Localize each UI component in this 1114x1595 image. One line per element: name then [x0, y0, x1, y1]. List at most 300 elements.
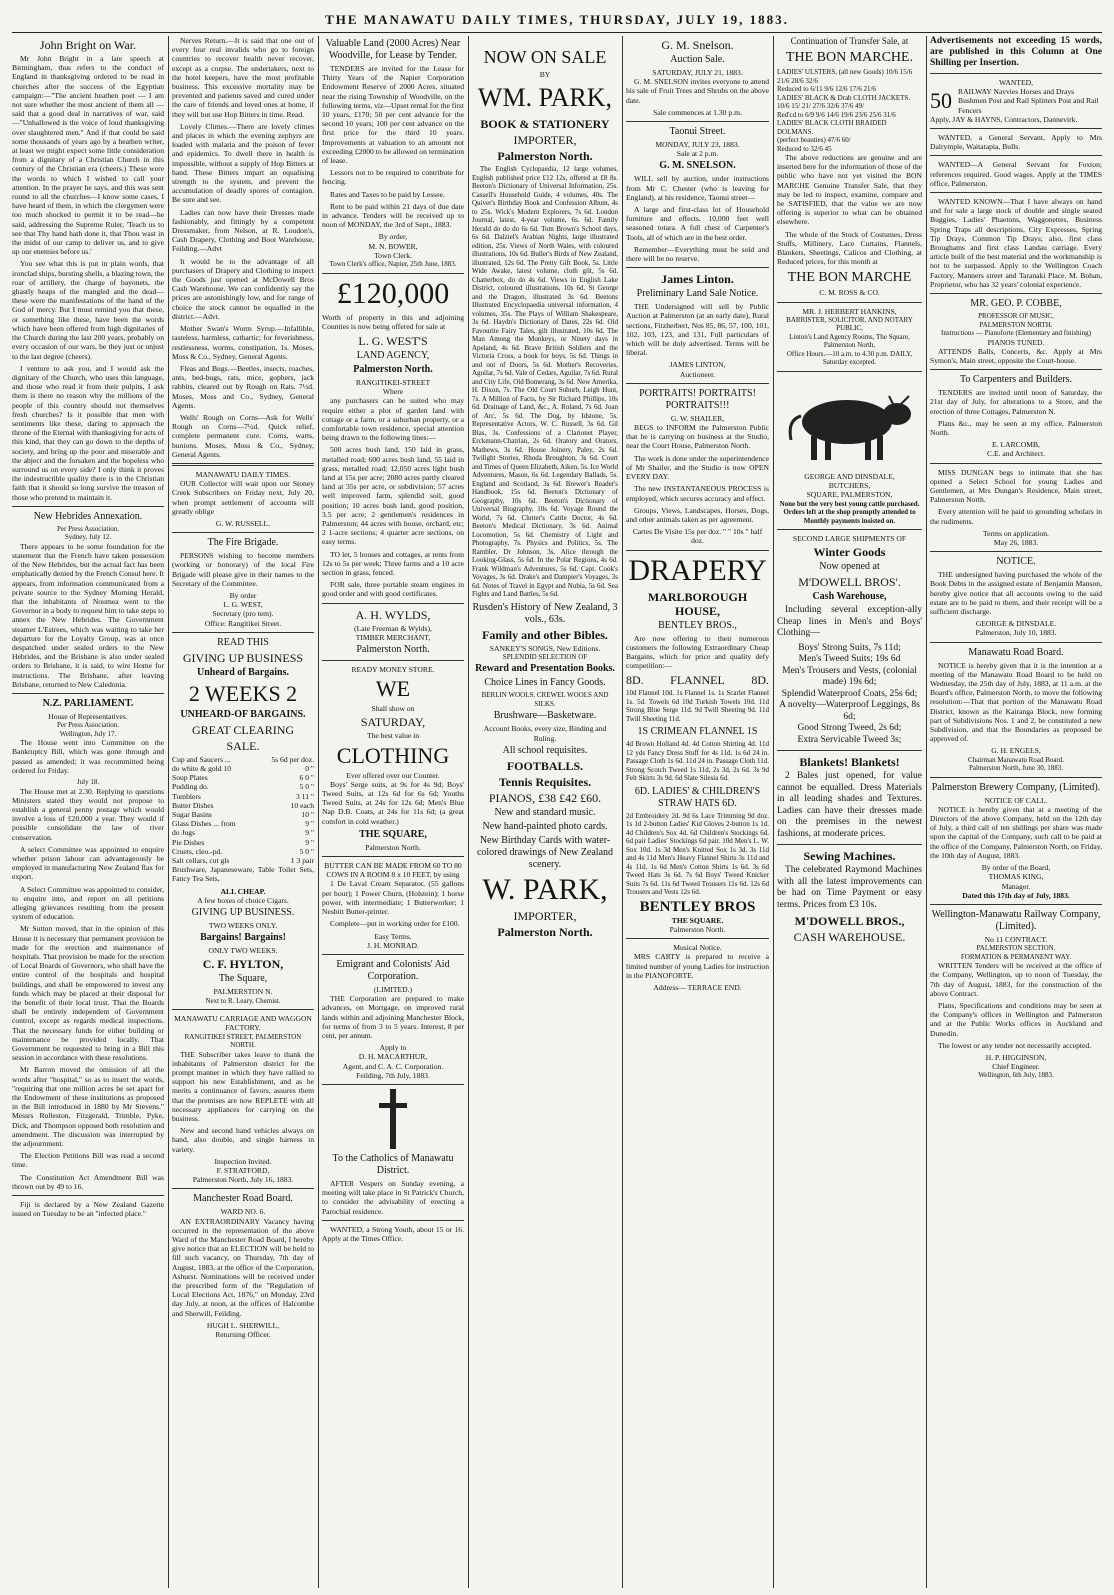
ad-line: SANKEY'S SONGS, New Editions.: [489, 643, 601, 653]
ad-line: GREAT CLEARING: [191, 722, 295, 737]
ad-line: Wellington, 6th July, 1883.: [978, 1071, 1054, 1080]
ad-body: TENDERS are invited until noon of Saturday, the 21st day of July, for alterations to a Store, and the erection of three Cottages, Palmerston N.: [930, 388, 1102, 416]
ad-headline: WE: [375, 676, 411, 702]
ad-headline: 2 WEEKS 2: [188, 680, 298, 706]
ad-signature: GEORGE & DINSDALE.: [975, 619, 1057, 629]
price-row: [172, 856, 314, 865]
divider: [777, 371, 922, 372]
price-row: [172, 810, 314, 819]
price-row: [172, 828, 314, 837]
ad-row: [626, 673, 769, 687]
column-3: [322, 36, 464, 1588]
ad-line: SECOND LARGE SHIPMENTS OF: [792, 534, 907, 544]
ad-line: FORMATION & PERMANENT WAY.: [960, 952, 1072, 961]
ad-line: 1S CRIMEAN FLANNEL 1S: [637, 726, 758, 738]
ad-name: A. H. WYLDS,: [355, 607, 431, 622]
ad-line: May 26, 1883.: [993, 538, 1039, 548]
price-line: Reduced to 6/11 9/6 12/6 17/6 21/6: [777, 85, 876, 93]
price-line: Reduced to 32/6 45: [777, 144, 832, 153]
ad-line: Instructions — Pianoforte (Elementary and finishing): [941, 329, 1091, 338]
price-row: [172, 801, 314, 810]
news-item: Wells' Rough on Corns—Ask for Wells' Rough on Corns—7½d. Quick relief, complete permanent cure. Corns, warts, bunions. Moses, Moss & Co., Sydney, General Agents.: [172, 412, 314, 459]
news-item: Ladies can now have their Dresses made fashionably, and fittingly by a competent Dressmaker, from Nelson, at R. Loudon's, Cash Drapery, Clothing and Boot Warehouse, Feilding.—Advt: [172, 207, 314, 254]
list-item: Good Strong Tweed, 2s 6d;: [797, 723, 902, 734]
ad-signature: E. LARCOMB,: [992, 440, 1040, 450]
ad-line: None but the very best young cattle purchased.: [779, 499, 920, 508]
ad-line: New Birthday Cards with water-colored drawings of New Zealand scenery.: [476, 834, 614, 870]
price-row: [172, 782, 314, 791]
news-item: Mother Swan's Worm Syrup.—Infallible, tasteless, harmless, cathartic; for feverishness, restlessness, worms, constipation, 1s. Moses, Moss & Co., Sydney, General Agents.: [172, 324, 314, 361]
ad-title: To Carpenters and Builders.: [959, 374, 1073, 386]
price-line: Red'cd to 6/9 9/6 14/6 19/6 23/6 25/6 31/6: [777, 110, 896, 119]
ad-line: Office Hours.—10 a.m. to 4.30 p.m. DAILY, Saturday excepted.: [786, 349, 913, 367]
ad-body: AN EXTRAORDINARY Vacancy having occurred in the representation of the above Ward of the Manchester Road Board, I hereby give notice that an ELECTION will be held to fill such vacancy, on Thursday, 7th day of August, 1883, at the office of the Corporation, Ashurst. Nominations will be received under the prescribed form of the "Regulation of Local Elections Act, 1876," on Monday, 23rd day July, at noon, at the offices of Halcombe and Sherwill, Feilding.: [172, 1216, 314, 1318]
ad-body: THE undersigned having purchased the whole of the Book Debts in the assigned estate of Benjamin Manson, hereby give notice that all accounts owing to the said estate are to be paid to them, and their receipt will be a sufficient discharge.: [930, 570, 1102, 617]
bull-illustration: [777, 380, 922, 466]
ad-line: Now opened at: [819, 561, 880, 573]
ad-line: Apply to: [379, 1043, 407, 1053]
ad-body: Are now offering to their numerous customers the following Extraordinary Cheap Bargains, which for price and quality defy competition:—: [626, 633, 769, 671]
ad-line: TWO WEEKS ONLY.: [208, 921, 278, 931]
ad-name: THE BON MARCHE: [787, 270, 912, 286]
ad-title: NOTICE.: [996, 556, 1036, 568]
ad-line: Dated this 17th day of July, 1883.: [962, 890, 1070, 900]
ad-line: A few boxes of choice Cigars.: [197, 895, 289, 905]
ad-line: The Square,: [218, 973, 268, 985]
ad-line: Chief Engineer.: [992, 1062, 1040, 1072]
ad-body: The new INSTANTANEOUS PROCESS is employed, which secures accuracy and effect.: [626, 484, 769, 503]
divider: [12, 506, 164, 507]
article-paragraph: Mr John Bright in a late speech at Birmingham, thus refers to the conduct of England in thanksgiving ordered to be read in churches after the success of the Egyptian campaign:—"The ancient heathen poet — I am not sure whether the most ancient of them all — said that a good deal in narratives of war, said—"Unhallowed is the voice of loud thanksgiving over slaughtered men." And if that could be said some thousands of years ago by a heathen writer, at least we might expect some little consideration from a dignitary of a Christian Church in this century of the Christian era (cheers.) These were the words to which I wished to call your attention. In the prayer he says, and this was sent round to all the churches—I know some cases, I have heard of them, in which the clergymen were too much shocked to permit it to be read—he said, addressing the Supreme Ruler, 'Teach us to see that Thy hand hath done it, that Thou wast in the midst of our camp to deliver us, and to give up our enemies before us.': [12, 54, 164, 257]
ad-line: Continuation of Transfer Sale, at: [790, 36, 909, 46]
ad-body: BEGS to INFORM the Palmerston Public that he is carrying on business at the Studio, near the Court House, Palmerston North.: [626, 423, 769, 451]
price-label: 8D.: [626, 673, 644, 688]
ad-line: Feilding, 7th July, 1883.: [356, 1070, 430, 1080]
ad-line: IMPORTER,: [513, 908, 577, 923]
price-value: 9 ": [305, 819, 314, 829]
news-item: Nerves Return.—It is said that one out of every four real invalids who go to foreign countries to recover health never recover, except as a corpse. The undertakers, next to the hotel keepers, have the most profitable business. This excessive mortality may be prevented and patients saved and cured under the care of friends and loved ones at home, if they will but use Hop Bitters in time. Read.: [172, 36, 314, 119]
list-item: Men's Tweed Suits; 19s 6d: [798, 654, 901, 665]
ad-line: TIMBER MERCHANT,: [355, 632, 431, 642]
ad-line: Agent, and C. A. C. Corporation.: [342, 1061, 444, 1071]
ad-line: Ever offered over our Counter.: [346, 770, 440, 780]
divider: [322, 954, 464, 955]
ad-body: RAILWAY Navvies Horses and Drays Bushmen Post and Rail Splitters Post and Rail Fencers: [958, 87, 1099, 115]
ad-name: MR. J. HERBERT HANKINS,: [802, 306, 897, 316]
price-list: [777, 68, 922, 153]
ad-title: Manawatu Road Board.: [968, 646, 1064, 658]
ad-body: TO let, 5 houses and cottages, at rents from 12s to 5s per week; Three farms and a 10 acre section in grass, fenced.: [322, 549, 464, 578]
ad-line: Secretary (pro tem).: [212, 609, 274, 619]
ad-line: Where: [382, 387, 404, 397]
ad-line: Bargains! Bargains!: [200, 932, 286, 944]
ad-headline: CLOTHING: [336, 742, 450, 768]
divider: [322, 660, 464, 661]
list-item: Extra Servicable Tweed 3s;: [797, 734, 902, 745]
ad-line: Palmerston North.: [353, 363, 433, 375]
ad-body: PERSONS wishing to become members (working or honorary) of the local Fire Brigade will please give in their names to the Secretary of the Committee.: [172, 551, 314, 588]
ad-line: Easy Terms.: [374, 931, 412, 941]
ad-line: Cartes De Visite 15s per doz. " " 10s " half doz.: [632, 527, 763, 546]
ad-body: NOTICE is hereby given that it is the intention at a meeting of the Manawatu Road Board to be held on Wednesday, the 25th day of July, 1883, at 11 a.m. at the Board's office, Palmerston North, to move the following resolution:—That that portion of the Manawatu Road District, known as the Kairanga Block, now forming part of Subdivisions Nos. 1 and 2, be constituted a new Subdivision, and that the Boundaries as proposed be approved of.: [930, 660, 1102, 744]
ad-line: Shall show on: [371, 704, 415, 714]
article-title: New Hebrides Annexation.: [33, 510, 143, 522]
ad-body: Every attention will be paid to grounding scholars in the rudiments.: [930, 507, 1102, 526]
ad-name: THE BON MARCHE.: [785, 50, 914, 65]
ad-line: Orders left at the shop promptly attended to: [783, 508, 916, 517]
ad-line: No 11 CONTRACT.: [984, 934, 1048, 944]
divider: [172, 532, 314, 533]
price-list: [172, 755, 314, 865]
ad-line: Palmerston North.: [669, 925, 726, 935]
column-rule: [318, 36, 319, 1588]
divider: [626, 267, 769, 268]
ad-title: Manchester Road Board.: [193, 1193, 293, 1205]
divider: [12, 1195, 164, 1196]
article-title: N.Z. PARLIAMENT.: [42, 698, 134, 709]
price-row: [172, 792, 314, 801]
price-list: [777, 643, 922, 747]
divider: [322, 1220, 464, 1221]
ad-line: Palmerston North.: [497, 924, 593, 939]
ad-line: By order of the Board,: [981, 863, 1051, 873]
list-item: Men's Trousers and Vests, (colonial made) 19s 6d;: [782, 665, 917, 688]
price-item: Pie Dishes: [172, 837, 205, 847]
ad-signature: F. STRATFORD,: [216, 1165, 270, 1175]
price-value: 5s 6d per doz.: [271, 754, 314, 764]
price-item: Pudding do.: [172, 782, 209, 792]
divider: [626, 383, 769, 384]
list-item: A novelty—Waterproof Leggings, 8s 6d;: [779, 700, 920, 722]
ad-line: Manager.: [1001, 881, 1031, 891]
ad-body: ATTENDS Balls, Concerts, &c. Apply at Mrs Symon's, Main street, opposite the Court-house.: [930, 346, 1102, 365]
ad-line: Cash Warehouse,: [812, 591, 887, 603]
ad-line: PALMERSTON NORTH.: [979, 320, 1053, 329]
ad-signature: G. H. ENGELS,: [991, 746, 1041, 756]
ad-title: MANAWATU CARRIAGE AND WAGGON FACTORY.: [174, 1014, 312, 1033]
ad-line: BUTCHERS,: [828, 481, 871, 491]
ad-line: (Late Freeman & Wylds),: [354, 623, 432, 633]
ad-body: Remember—Everything must be sold and there will be no reserve.: [626, 244, 769, 264]
price-item: Sugar Basins: [172, 810, 212, 819]
price-line: 10/6 15/ 21/ 27/6 32/6 37/6 49/: [777, 102, 865, 110]
ad-line: Address— TERRACE END.: [653, 983, 742, 993]
ad-line: PIANOS TUNED.: [987, 337, 1045, 347]
divider: [626, 550, 769, 551]
price-value: 5 0 ": [299, 846, 314, 856]
price-item: Glass Dishes ... from: [172, 819, 236, 829]
news-item: Lovely Climes.—There are lovely climes and places in which the evening zephyrs are loaded with malaria and the poison of fever and epidemics. To dwell there in health is impossible, without a supply of Hop Bitters at hand. These Bitters impart an equalising strength to the system, and prevent the accumulation of deadly spores of contagion. Be sure and see.: [172, 121, 314, 205]
price-value: 3 11 ": [295, 791, 314, 801]
ad-name: GEORGE AND DINSDALE,: [804, 472, 895, 482]
ad-line: Palmerston North.: [356, 644, 430, 656]
article-paragraph: You see what this is put in plain words, that ironclad ships, bursting shells, a blazing town, the roar of artillery, the charge of bayonets, the ghastly heaps of the mangled and the dead—these were the manifestations of the hand of the God of mercy. But I must remind you that these, or something like these, have been the words which have been offered from high dignitaries of the Church during the last 200 years, probably on every occasion of our wars, be they just or unjust to the last degree (cheers).: [12, 259, 164, 361]
divider: [172, 463, 314, 466]
divider: [626, 938, 769, 939]
agency-line: Per Press Association.: [56, 721, 120, 730]
ad-line: GIVING UP BUSINESS.: [191, 907, 295, 919]
ad-body: Including several exception-ally Cheap lines in Men's and Boys' Clothing—: [777, 605, 922, 639]
ad-headline: Winter Goods: [813, 545, 886, 560]
price-line: LADIES' ULSTERS, (all new Goods) 10/6 15/6 21/6 28/6 32/6: [777, 68, 913, 85]
price-item: Butter Dishes: [172, 800, 214, 810]
divider: [322, 273, 464, 274]
ad-body: FOR sale, three portable steam engines in good order and with good certificates.: [322, 580, 464, 599]
ad-line: Next to R. Leary, Chemist.: [205, 996, 281, 1005]
ad-line: LAND AGENCY,: [356, 349, 430, 361]
ad-title: The Fire Brigade.: [207, 537, 279, 549]
ad-body: Plans, Specifications and conditions may be seen at the Company's offices in Wellington and Palmerston and at the Public Works offices in Auckland and Dunedin.: [930, 1000, 1102, 1038]
price-item: Cup and Saucers ...: [172, 754, 231, 764]
ad-title: GIVING UP BUSINESS: [182, 650, 304, 665]
ad-title: BUTTER CAN BE MADE FROM 60 TO 80 COWS IN A ROOM 8 x 10 FEET, by using: [324, 861, 462, 880]
ad-headline: DRAPERY: [628, 553, 767, 587]
ad-line: By order: [229, 590, 257, 600]
ad-line: Palmerston North.: [497, 149, 593, 164]
ad-body: The celebrated Raymond Machines with all the latest improvements can be had on Time Payment or easy terms. Prices from £3 10s.: [777, 865, 922, 910]
column-rule: [168, 36, 169, 1588]
ad-line: Rusden's History of New Zealand, 3 vols., 63s.: [472, 601, 618, 625]
ad-name: THE SQUARE,: [359, 828, 427, 840]
ad-line: (LIMITED.): [373, 984, 413, 994]
ad-line: Palmerston, July 10, 1883.: [975, 628, 1057, 638]
ad-line: Office: Rangitikei Street.: [204, 618, 282, 628]
ad-title: Valuable Land (2000 Acres) Near Woodville, for Lease by Tender.: [325, 38, 461, 61]
ad-signature: JAMES LINTON,: [669, 360, 726, 370]
ad-line: Town Clerk.: [374, 250, 412, 260]
price-value: 9 ": [305, 837, 314, 847]
price-value: 1 3 pair: [290, 856, 314, 866]
ad-line: Terms on application.: [983, 528, 1049, 538]
ad-line: NOTICE OF CALL.: [984, 795, 1048, 805]
divider: [930, 463, 1102, 464]
ad-line: SATURDAY, JULY 21, 1883.: [652, 68, 743, 77]
price-label: 8D.: [751, 673, 769, 688]
ad-body: 1 De Laval Cream Separator, (55 gallons per hour); 1 Power Churn, (Holstein); 1 horse power, with intermediate; 1 Butterworker; 1 Nesbitt Butter-printer.: [322, 879, 464, 917]
ad-body: The above reductions are genuine and are inserted here for the information of those of the public who have not yet visited the BON MARCHE Genuine Transfer Sale, that they may be led to inspect, examine, compare and be SATISFIED, that the value we are now offering is superior to what can be obtained elsewhere.: [777, 153, 922, 227]
ad-body: WANTED, a General Servant, Apply to Mrs Dalrymple, Waitatapia, Bulls.: [930, 133, 1102, 152]
article-paragraph: The Constitution Act Amendment Bill was thrown out by 49 to 16.: [12, 1172, 164, 1191]
ad-line: Linton's Land Agency Rooms, The Square, Palmerston North,: [789, 332, 910, 350]
ad-body: Complete—put in working order for £100.: [330, 919, 460, 929]
price-value: 10 each: [290, 800, 314, 810]
ad-title: Sewing Machines.: [803, 849, 896, 864]
article-subtitle: House of Representatives.: [48, 712, 128, 721]
ad-line: BERLIN WOOLS. CREWEL WOOLS AND SILKS.: [481, 691, 609, 708]
ad-body: WANTED—A General Servant for Foxton; references required. Good wages. Apply at the TIMES office, Palmerston.: [930, 160, 1102, 188]
ad-body: WRITTEN Tenders will be received at the office of the Company, Wellington, up to noon of Tuesday, the 7th day of August, 1883, for the construction of the above Contract.: [930, 961, 1102, 998]
ad-line: By order,: [378, 232, 408, 242]
ad-body: AFTER Vespers on Sunday evening, a meeting will take place in St Patrick's Church, to consider the advisability of erecting a Parochial residence.: [322, 1178, 464, 1216]
ad-title: MANAWATU DAILY TIMES.: [195, 469, 291, 479]
ad-signature: G. W. RUSSELL.: [215, 518, 271, 528]
ad-body: WANTED KNOWN—That I have always on hand and for sale a large stock of double and single seated Buggies, Ladies' Phaetons, Waggonettes, Business Spring Traps all descriptions, City Expresses, Spring Tip Drays, Common Tip Drays; also, first class Broughams and first class Landau carriage. Every article built of the best material and the workmanship is not to be surpassed. Apply to the Wellington Coach Factory, Manners street and Taranaki Place. M. Bohan, Proprietor, who has 32 years' colonial experience.: [930, 197, 1102, 289]
ad-signature: D. H. MACARTHUR,: [358, 1052, 428, 1062]
ad-line: Town Clerk's office, Napier, 25th June, 1883.: [329, 260, 457, 269]
divider: [777, 302, 922, 303]
ad-signature: HUGH L. SHERWILL,: [206, 1320, 280, 1330]
price-row: [172, 764, 314, 773]
column-4: [472, 36, 618, 1588]
divider: [12, 693, 164, 694]
ad-line: BOOK & STATIONERY: [480, 117, 610, 132]
ad-name: C. F. HYLTON,: [202, 957, 284, 972]
ad-signature: M. N. BOWER,: [368, 241, 418, 251]
ad-line: CASH WAREHOUSE.: [793, 930, 906, 945]
column-5: [626, 36, 769, 1588]
article-paragraph: There appears to be some foundation for the statement that the French have taken possession of the New Hebrides, but the actual fact has been emphatically denied by the French Consul here. It appears, from information communicated from a private source to the Sydney Morning Herald, that the inhabitants of Noumea went to the Governor in a body to request him to take steps to annex the New Hebrides. The Government steamer L'Estrees, which was waiting to take her departure for the Loyalty Group, was at once despatched under sealed orders to the New Hebrides, and the Brisbane is also under sealed orders to Brisbane, it is said, to wire Home for instructions. The Brisbane, after leaving Brisbane, returned to New Caledonia.: [12, 541, 164, 689]
price-value: 6 0 ": [299, 773, 314, 783]
ad-body: WANTED, a Strong Youth, about 15 or 16. Apply at the Times Office.: [322, 1224, 464, 1243]
price-value: 9 ": [305, 828, 314, 838]
ad-line: UNHEARD-OF BARGAINS.: [180, 708, 306, 720]
ad-body: 10d Flannel 10d. 1s Flannel 1s. 1s Scarlet Flannel 1s. 5d. Towels 6d 10d Turkish Towels 10d. 11d Strong Blue Serge 11d. 9d Twill Sheeting 9d. 11d Twill Sheeting 11d.: [626, 689, 769, 723]
ad-body: THE Subscriber takes leave to thank the inhabitants of Palmerston district for the prompt manner in which they have rallied to support his new Establishment, and as he merits a continuance of favors, assures them that the premises are now REPLETE with all necessary appliances for carrying on the business.: [172, 1049, 314, 1123]
ad-line: ONLY TWO WEEKS.: [208, 946, 278, 956]
divider: [930, 128, 1102, 129]
ad-line: Taonui Street.: [669, 126, 726, 138]
news-item: It would be to the advantage of all purchasers of Drapery and Clothing to inspect the Goods just opened at McDowell Bros Cash Warehouse. We can confidently say the prices are astonishingly low, and for range of choice the stock cannot be equalled in the district.—Advt.: [172, 256, 314, 321]
ad-line: PIANOS, £38 £42 £60.: [488, 790, 602, 805]
divider: [172, 632, 314, 633]
price-line: LADIES' BLACK CLOTH BRAIDED DOLMANS.: [777, 119, 887, 136]
ad-line: BENTLEY BROS.,: [658, 619, 737, 631]
ad-line: Sale at 2 p.m.: [676, 149, 719, 159]
article-paragraph: A select Committee was appointed to enquire whether prison labour can advantageously be employed in manufacturing New Zealand flax for export.: [12, 844, 164, 882]
article-title: John Bright on War.: [39, 38, 137, 52]
divider: [172, 1188, 314, 1189]
ad-title: PORTRAITS! PORTRAITS! PORTRAITS!!!: [639, 387, 756, 411]
divider: [777, 529, 922, 530]
divider: [322, 1084, 464, 1085]
ad-line: Palmerston North.: [365, 842, 421, 852]
ad-name: G. M. SNELSON.: [659, 160, 736, 172]
price-line: LADIES' BLACK & Drab CLOTH JACKETS.: [777, 93, 911, 102]
ad-body: NOTICE is hereby given that at a meeting of the Directors of the above Company, held on the 12th day of July, a third call of ten shillings per share was made upon the capital of the Company, such call to be paid at the office of the Company, Palmerston North, on Friday, the 10th day of August, 1883.: [930, 804, 1102, 860]
ad-line: Family and other Bibles.: [482, 627, 608, 642]
divider: [930, 155, 1102, 156]
ad-name: W. PARK,: [482, 872, 608, 906]
ad-heading: READ THIS: [217, 636, 269, 648]
price-row: [172, 773, 314, 782]
price-item: Salt cellars, cut gls: [172, 856, 230, 866]
ad-body: 2d Embroidery 2d. 9d 6s Lace Trimming 9d doz. 1s 1d 2-button Ladies' Kid Gloves 2-button 1s 1d. 4d Children's Sox 4d. 6d Children's Stockings 6d. 6d pair Ladies' Stockings 6d pair. 10d Men's L. W. Sox 10d. 1s 3d Men's Knitted Sox 1s 3d. 3s 11d and 4s 11d Men's Heavy Flannel Shirts 3s 11d and 4s 11d. 1s 6d Men's Cotton Shirts 1s 6d. 3s 6d Tweed Hats 3s 6d. 7s 6d Boys' Tweed Knicker Suits 7s 6d. 11s 6d Tweed Trousers 11s 6d. 12s 6d Trousers and Vests 12s 6d.: [626, 811, 769, 897]
ad-line: Returning Officer.: [215, 1330, 271, 1340]
ad-body: Rent to be paid within 21 days of due date in advance. Tenders will be received up to noon of MONDAY, the 3rd of Sept., 1883.: [322, 201, 464, 230]
ad-line: PALMERSTON SECTION.: [976, 944, 1056, 953]
ad-name: G. W. SHAILER,: [670, 413, 725, 423]
ad-title: Wellington-Manawatu Railway Company, (Limited).: [931, 908, 1101, 932]
ad-body: Worth of property in this and adjoining Counties is now being offered for sale at: [322, 312, 464, 331]
price-value: 10 ": [301, 810, 314, 819]
ad-body: Boys' Serge suits, at 9s for 4s 9d; Boys' Tweed Suits, at 12s 6d for 6s 6d; Youths Tweed Suits, at 24s for 12s 6d; Men's Blue Nap D.B. Coats, at 24s for 11s 6d; (a great comfort in cold weather.): [322, 779, 464, 826]
ad-line: BARRISTER, SOLICITOR, AND NOTARY PUBLIC,: [786, 315, 913, 333]
ad-title: G. M. Snelson.: [661, 38, 734, 52]
ad-body: A large and first-class lot of Household furniture and effects. 10,000 feet well seasoned totara. A full chest of Carpenter's Tools, all of which are in the best order.: [626, 205, 769, 242]
ad-title: Palmerston Brewery Company, (Limited).: [931, 781, 1101, 793]
divider: [930, 551, 1102, 552]
column-rule: [926, 36, 927, 1588]
list-item: Splendid Waterproof Coats, 25s 6d;: [781, 688, 918, 699]
article-paragraph: The House met at 2.30. Replying to questions Ministers stated they would not propose to establish a general penny postage which would involve a loss of £20,000 a year. They would if possible consolidate the law of river conservation.: [12, 786, 164, 842]
ad-line: Palmerston North, June 30, 1883.: [969, 764, 1063, 773]
divider: [930, 904, 1102, 905]
list-item: Boys' Strong Suits, 7s 11d;: [798, 642, 901, 653]
ad-line: SATURDAY,: [360, 715, 426, 730]
ad-line: Auction Sale.: [670, 54, 725, 65]
ad-line: RANGITIKEI-STREET: [355, 377, 431, 387]
price-row: [172, 755, 314, 764]
ad-signature: H. P. HIGGINSON,: [985, 1052, 1047, 1062]
ad-line: SPLENDID SELECTION OF: [502, 652, 588, 661]
divider: [777, 750, 922, 751]
ad-line: Auctioneer.: [679, 369, 716, 379]
price-row: [172, 838, 314, 847]
ad-name: M'DOWELL BROS.,: [794, 914, 905, 929]
divider: [930, 73, 1102, 74]
ad-body: The whole of the Stock of Costumes, Dress Stuffs, Millinery, Lace Curtains, Flannels, Blankets, Sheetings, Calicos and Clothing, at Reduced prices, for this month at: [777, 229, 922, 267]
divider: [930, 642, 1102, 643]
ad-body: 2 Bales just opened, for value cannot be equalled. Dress Materials in all leading shades and Textures. Ladies can have their dresses made on the premises in the newest fashions, at moderate prices.: [777, 771, 922, 839]
ad-body: any purchasers can be suited who may require either a plot of garden land with cottage or a farm, or a suburban property, or a comfortable town residence, special attention being drawn to the following lines:—: [322, 396, 464, 443]
column-rule: [622, 36, 623, 1588]
column-1: [12, 36, 164, 1588]
ad-line: Chairman Manawatu Road Board.: [967, 755, 1065, 764]
article-paragraph: Mr Barron moved the omission of all the words after "hospital," so as to insert the words, "requiring that one million acres be set apart for the Endowment of these institutions as proposed in the Bill introduced in 1880 by Mr Stevens." Messrs Rolleston, Fitzgerald, Trimble, Pyke, Dick, and Thompson opposed both resolution and amendment. The discussion was interrupted by the adjournment.: [12, 1065, 164, 1149]
ad-line: Monthly payments insisted on.: [803, 516, 896, 525]
article-paragraph: The Election Petitions Bill was read a second time.: [12, 1151, 164, 1170]
ad-body: OUR Collector will wait upon our Stoney Creek Subscribers on Friday next, July 20, when prompt settlement of accounts will greatly oblige: [172, 479, 314, 516]
ad-name: L. G. WEST'S: [358, 333, 428, 348]
news-item: Fleas and Bugs.—Beetles, insects, roaches, ants, bed-bugs, rats, mice, gophers, jack rabbits, cleared out by Rough on Rats. 7½d. Moses, Moss and Co., Sydney, General Agents.: [172, 363, 314, 410]
ad-body: WILL sell by auction, under instructions from Mr C. Chester (who is leaving for England), at his residence, Taonui street—: [626, 174, 769, 202]
ad-title: James Linton.: [661, 272, 734, 287]
dateline: July 18.: [76, 778, 100, 787]
price-value: 5 0 ": [299, 782, 314, 792]
article-paragraph: A Select Committee was appointed to consider, to enquire into, and report on all petitions alleging grievances resulting from the present system of education.: [12, 884, 164, 922]
ad-line: BY: [539, 70, 551, 79]
ad-line: RANGITIKEI STREET, PALMERSTON NORTH.: [184, 1032, 302, 1050]
ad-line: The best value in: [366, 731, 420, 741]
article-paragraph: Fiji is declared by a New Zealand Gazette issued on Tuesday to be an "infected place.": [12, 1200, 164, 1219]
ad-name: MR. GEO. P. COBBE,: [970, 298, 1062, 310]
ad-signature: L. G. WEST,: [223, 600, 263, 610]
divider: [322, 856, 464, 857]
ad-signature: J. H. MONRAD.: [367, 940, 419, 950]
ad-body: THE Undersigned will sell by Public Auction at Palmerston (at an early date), Rural sections, Fitzherbert, Nos 85, 86, 57, 100, 101, 102, 103, 123, and 131, Full particulars of which will be duly advertised. Terms will be liberal.: [626, 302, 769, 358]
divider: [322, 603, 464, 604]
price-line: (perfect beauties) 47/6 60/: [777, 136, 851, 144]
divider: [930, 293, 1102, 294]
ad-signature: THOMAS KING,: [988, 872, 1044, 882]
ad-body: Plans &c., may be seen at my office, Palmerston North.: [930, 418, 1102, 437]
ad-title: Blankets! Blankets!: [799, 755, 900, 770]
ad-line: MONDAY, JULY 23, 1883.: [655, 140, 740, 150]
agency-line: Per Press Association.: [56, 524, 120, 533]
ad-line: New hand-painted photo cards.: [482, 820, 608, 832]
ad-line: PALMERSTON N.: [213, 987, 273, 997]
price-item: Tumblers: [172, 791, 201, 801]
ad-line: 6D. LADIES' & CHILDREN'S STRAW HATS 6D.: [634, 785, 761, 809]
ad-name: BENTLEY BROS: [639, 898, 756, 915]
ad-body: 500 acres bush land, 150 laid in grass, metalled road; 600 acres bush land, 55 laid in grass, metalled road; 12,050 acres light bush land at 15s per acre; 2080 acres partly cleared land at 35s per acre, or subdivision; 57 acres well improved farm, splendid soil, good position; 10 acres bush land, good position, 3.5 per acre; 2 gentlemen's residences in Palmerston; 44 acres with house, orchard, etc; 2 1-acre sections; 4 quarter acre sections, on easy terms.: [322, 445, 464, 547]
ad-body: Brushware, Japaneseware, Table Toilet Sets, Fancy Tea Sets,: [172, 865, 314, 884]
divider: [172, 1009, 314, 1010]
ad-body: The work is done under the superintendence of Mr Shailer, and the Studio is now OPEN EVERY DAY.: [626, 453, 769, 482]
ad-body: TENDERS are invited for the Lease for Thirty Years of the Napier Corporation Endowment Reserve of 2000 Acres, situated near the rising Township of Woodville, on the following terms, viz—Upset rental for the first 10 years, £170; 50 per cent advance for the second 10 years; 100 per cent advance on the first price for the third 10 years. Improvements at valuation to an amount not exceeding £2000 to be allowed on termination of lease.: [322, 64, 464, 166]
column-rule: [468, 36, 469, 1588]
ad-line: C.E. and Architect.: [987, 449, 1045, 459]
